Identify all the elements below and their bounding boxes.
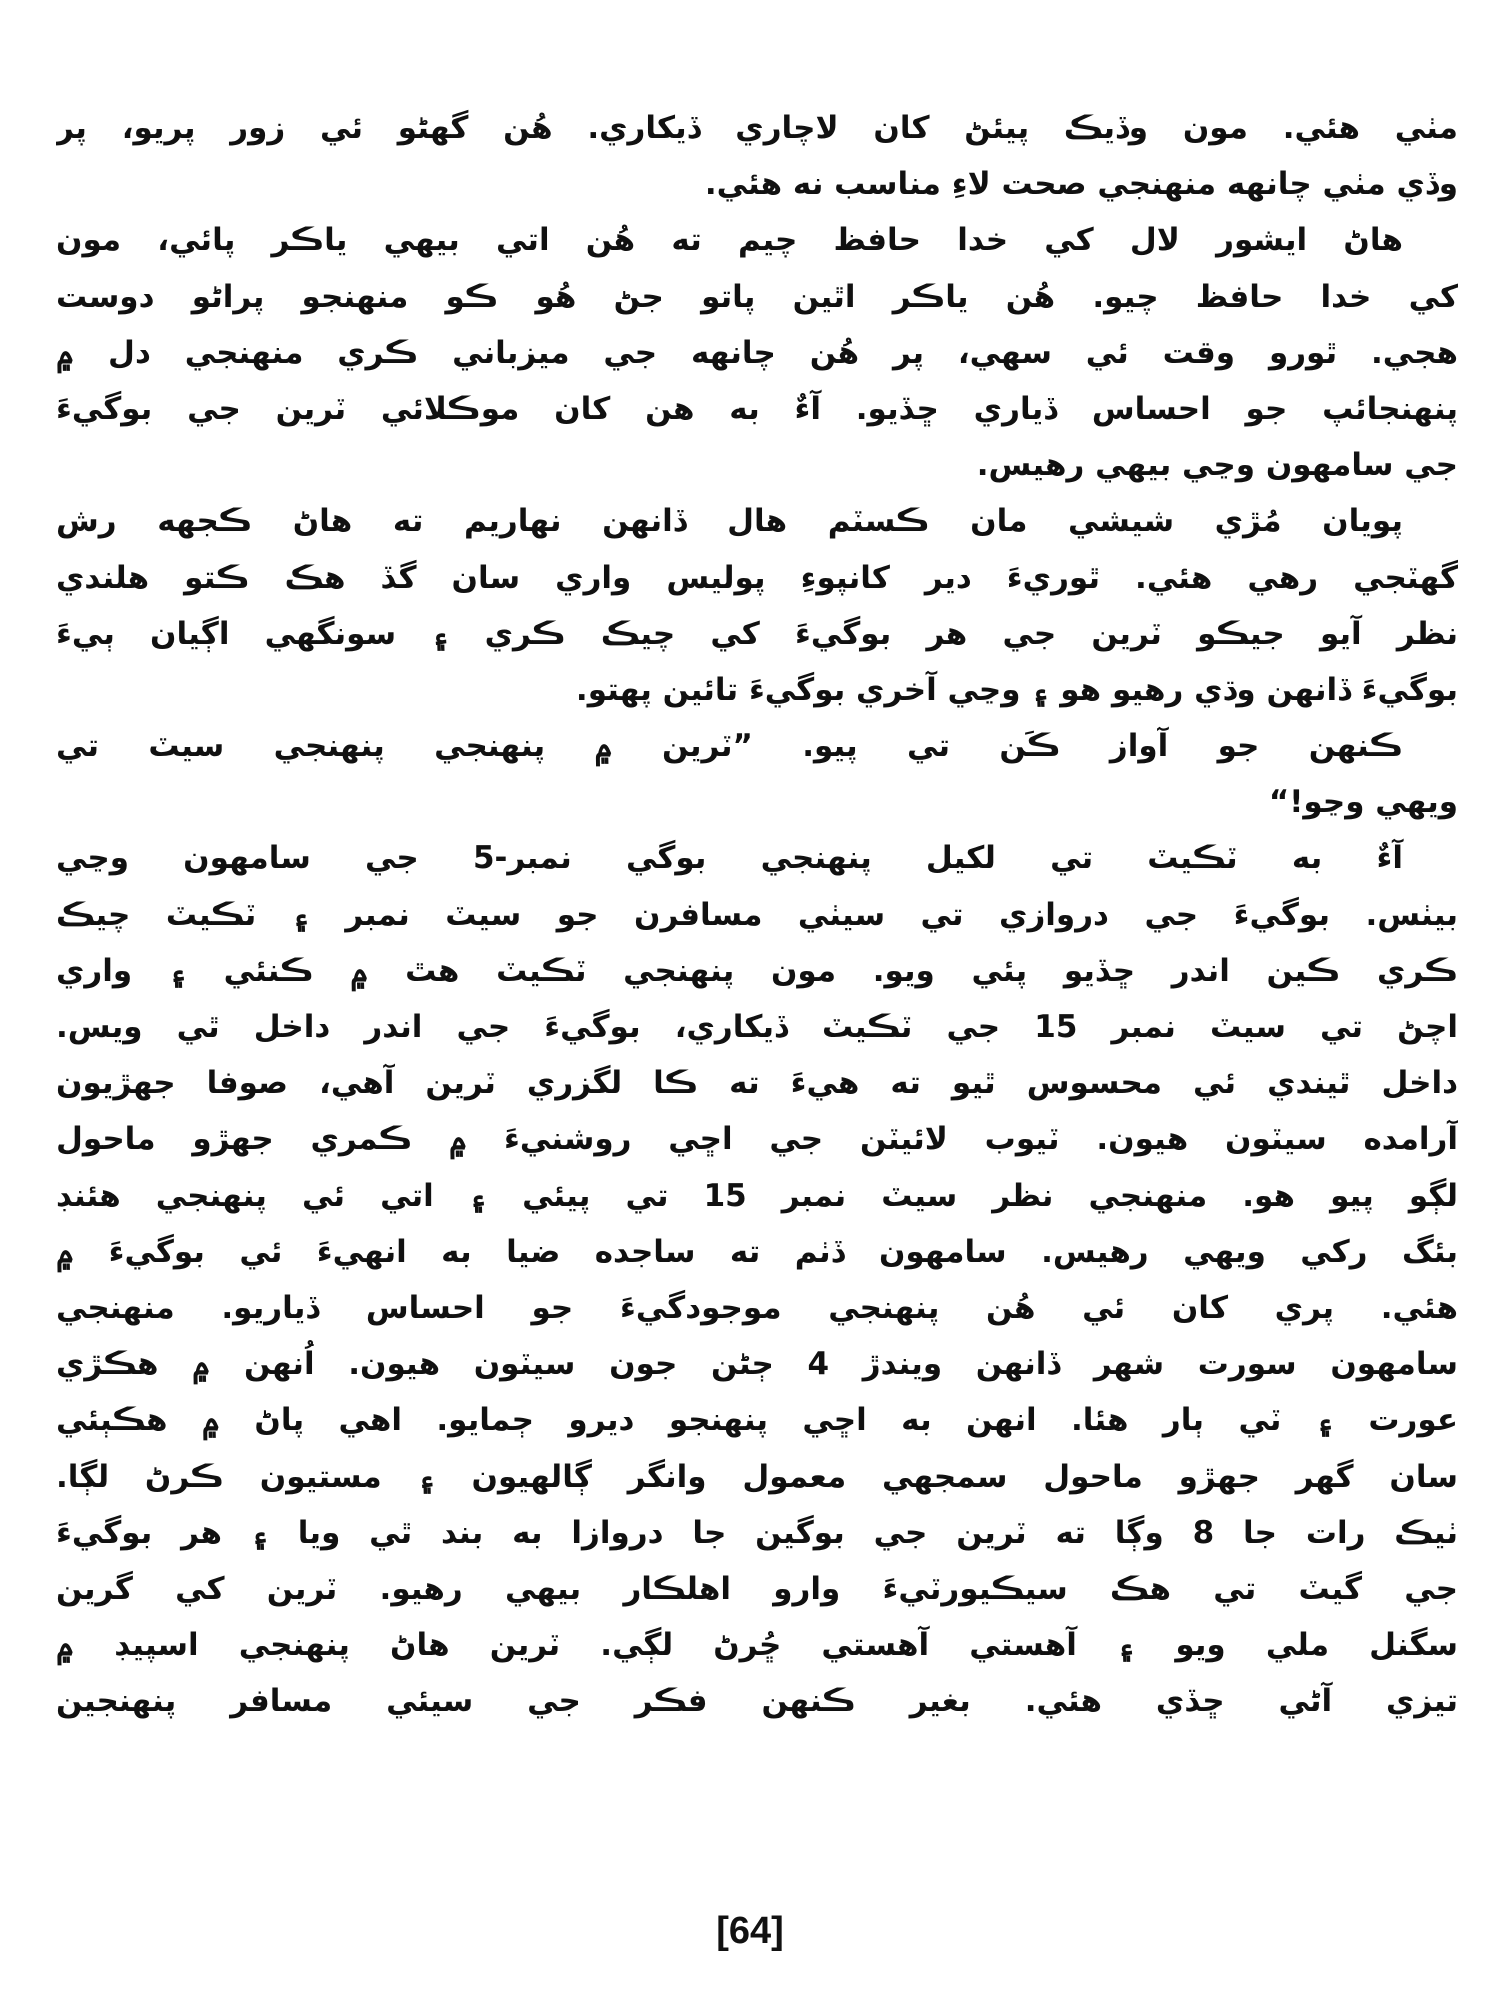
text-line: سگنل ملي ويو ۽ آهستي آهستي ڇُرڻ لڳي. ٽرين هاڻ پنهنجي اسپيڊ ۾ — [56, 1627, 1458, 1664]
text-line: مٺي هئي. مون وڏيڪ پيئڻ کان لاچاري ڏيکاري. هُن گهڻو ئي زور پريو، پر — [56, 110, 1458, 146]
text-line: عورت ۽ ٽي ٻار هئا. انهن به اڇي پنهنجو ديرو ڄمايو. اهي پاڻ ۾ هڪٻئي — [56, 1402, 1458, 1439]
text-line: هاڻ ايشور لال کي خدا حافظ چيم ته هُن اتي بيهي ياڪر پائي، مون — [56, 222, 1403, 259]
text-line: هجي. ٿورو وقت ئي سهي، پر هُن چانهه جي ميزباني ڪري منهنجي دل ۾ — [56, 334, 1458, 371]
text-line: لڳو پيو هو. منهنجي نظر سيٽ نمبر 15 تي پيئي ۽ اتي ئي پنهنجي هئنڊ — [56, 1177, 1458, 1214]
text-line: آءٌ به ٽڪيٽ تي لکيل پنهنجي بوگي نمبر-5 جي سامهون وڃي — [56, 840, 1403, 877]
text-line: سامهون سورت شهر ڏانهن ويندڙ 4 ڄڻن جون سيٽون هيون. اُنهن ۾ هڪڙي — [56, 1346, 1458, 1383]
text-line: وڏي مٺي چانهه منهنجي صحت لاءِ مناسب نه هئي. — [704, 166, 1458, 203]
page-number: [64] — [716, 1910, 784, 1952]
text-line: ٺيڪ رات جا 8 وڳا ته ٽرين جي بوگين جا دروازا به بند ٿي ويا ۽ هر بوگيءَ — [56, 1514, 1458, 1551]
text-line: آرامده سيٽون هيون. ٽيوب لائيٽن جي اڇي روشنيءَ ۾ ڪمري جهڙو ماحول — [56, 1121, 1458, 1158]
text-line: بيٺس. بوگيءَ جي دروازي تي سيٺي مسافرن جو سيٽ نمبر ۽ ٽڪيٽ چيڪ — [56, 896, 1458, 933]
text-line: داخل ٿيندي ئي محسوس ٿيو ته هيءَ ته ڪا لگزري ٽرين آهي، صوفا جهڙيون — [56, 1065, 1458, 1102]
text-line: گهٽجي رهي هئي. ٿوريءَ دير کانپوءِ پوليس واري سان گڏ هڪ ڪتو هلندي — [56, 559, 1458, 596]
text-line: پنهنجائپ جو احساس ڏياري ڇڏيو. آءٌ به هن کان موڪلائي ٽرين جي بوگيءَ — [56, 390, 1458, 427]
text-line: اچڻ تي سيٽ نمبر 15 جي ٽڪيٽ ڏيکاري، بوگيءَ جي اندر داخل ٿي ويس. — [56, 1009, 1458, 1045]
text-line: هئي. پري کان ئي هُن پنهنجي موجودگيءَ جو احساس ڏياريو. منهنجي — [56, 1289, 1458, 1326]
text-line: ڪنهن جو آواز ڪَن تي پيو. ”ٽرين ۾ پنهنجي پنهنجي سيٽ تي — [56, 728, 1403, 765]
body-text — [56, 100, 1458, 1729]
text-line: ويهي وڃو!“ — [1268, 784, 1458, 821]
text-line: جي گيٽ تي هڪ سيڪيورٽيءَ وارو اهلڪار بيهي رهيو. ٽرين کي گرين — [56, 1570, 1458, 1607]
text-line: پويان مُڙي شيشي مان ڪسٽم هال ڏانهن نهاريم ته هاڻ ڪجهه رش — [56, 503, 1403, 540]
text-line: نظر آيو جيڪو ٽرين جي هر بوگيءَ کي چيڪ ڪري ۽ سونگهي اڳيان ٻيءَ — [56, 615, 1458, 652]
text-line: جي سامهون وڃي بيهي رهيس. — [976, 447, 1458, 484]
text-line: بئگ رکي ويهي رهيس. سامهون ڏٺم ته ساجده ضيا به انهيءَ ئي بوگيءَ ۾ — [56, 1233, 1458, 1270]
text-line: تيزي آڻي ڇڏي هئي. بغير ڪنهن فڪر جي سيئي مسافر پنهنجين — [56, 1683, 1458, 1720]
text-line: سان گهر جهڙو ماحول سمجهي معمول وانگر ڳالهيون ۽ مستيون ڪرڻ لڳا. — [56, 1458, 1458, 1495]
text-line: بوگيءَ ڏانهن وڌي رهيو هو ۽ وڃي آخري بوگيءَ تائين پهتو. — [575, 671, 1458, 708]
text-line: کي خدا حافظ چيو. هُن ياڪر اٿين پاتو جڻ هُو ڪو منهنجو پراڻو دوست — [56, 278, 1458, 315]
text-line: ڪري ڪين اندر ڇڏيو پئي ويو. مون پنهنجي ٽڪيٽ هٿ ۾ ڪنئي ۽ واري — [56, 952, 1458, 989]
